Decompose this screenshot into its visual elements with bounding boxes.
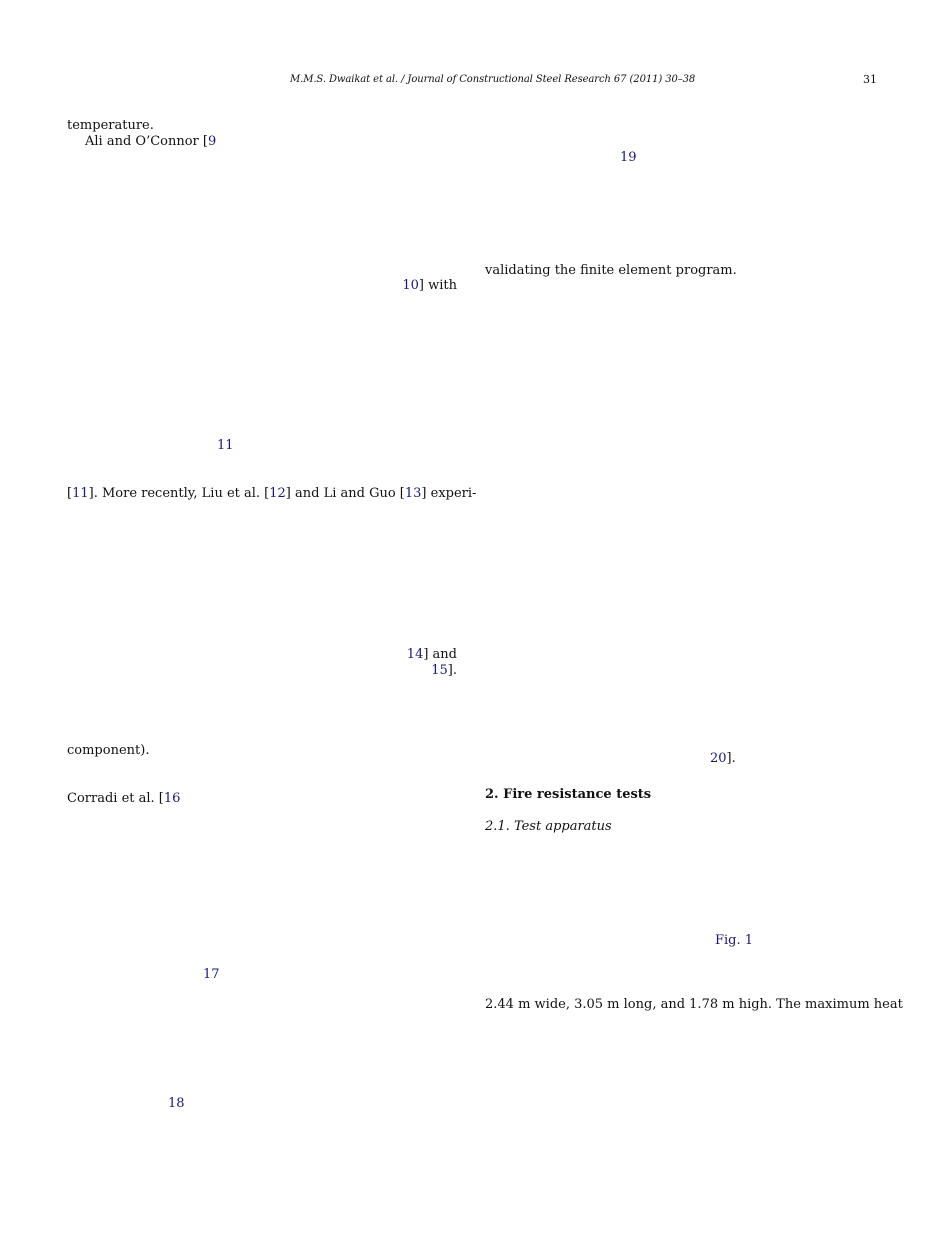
text-fragment: ]. More recently, Liu et al. [ bbox=[88, 486, 270, 501]
text-line-ref-17 bbox=[203, 967, 220, 983]
citation-link-12[interactable]: 12 bbox=[269, 486, 286, 501]
text-line-more-recently bbox=[67, 486, 477, 502]
figure-link-1[interactable]: Fig. 1 bbox=[715, 933, 754, 948]
text-line-ref-14 bbox=[300, 647, 457, 663]
text-fragment: ] and bbox=[423, 647, 457, 662]
text-line-ref-20 bbox=[710, 751, 736, 767]
citation-link-11[interactable]: 11 bbox=[72, 486, 89, 501]
citation-link-17[interactable]: 17 bbox=[203, 967, 220, 982]
text-fragment: ]. bbox=[726, 751, 736, 766]
citation-link-19[interactable]: 19 bbox=[620, 150, 637, 165]
text-fragment: ] and Li and Guo [ bbox=[285, 486, 405, 501]
citation-link-14[interactable]: 14 bbox=[406, 647, 424, 662]
text-fragment: ]. bbox=[447, 663, 457, 678]
citation-link-20[interactable]: 20 bbox=[710, 751, 727, 766]
text-line-corradi bbox=[67, 791, 180, 807]
citation-link-15[interactable]: 15 bbox=[431, 663, 448, 678]
text-line-ref-15 bbox=[300, 663, 457, 679]
citation-link-13[interactable]: 13 bbox=[404, 486, 422, 501]
text-line-ref-18 bbox=[168, 1096, 185, 1112]
citation-link-11[interactable]: 11 bbox=[217, 438, 234, 453]
text-fragment: Ali and O’Connor [ bbox=[85, 134, 208, 149]
citation-link-16[interactable]: 16 bbox=[163, 791, 181, 806]
text-fragment: Corradi et al. [ bbox=[67, 791, 164, 806]
text-line-temperature: temperature. bbox=[67, 118, 154, 133]
citation-link-18[interactable]: 18 bbox=[168, 1096, 185, 1111]
text-line-component: component). bbox=[67, 743, 150, 758]
page-number: 31 bbox=[863, 73, 877, 86]
citation-link-10[interactable]: 10 bbox=[402, 278, 419, 293]
section-heading: 2. Fire resistance tests bbox=[485, 787, 652, 802]
citation-link-9[interactable]: 9 bbox=[207, 134, 217, 149]
text-line-ref-11 bbox=[217, 438, 234, 454]
text-fragment: ] experi- bbox=[421, 486, 477, 501]
text-line-furnace-dimensions: 2.44 m wide, 3.05 m long, and 1.78 m high. The maximum heat bbox=[485, 997, 903, 1012]
text-line-ref-19 bbox=[620, 150, 637, 166]
text-line-ref-10 bbox=[300, 278, 457, 294]
text-fragment: [ bbox=[67, 486, 73, 501]
subsection-heading: 2.1. Test apparatus bbox=[485, 819, 612, 834]
text-line-validating: validating the finite element program. bbox=[485, 263, 737, 278]
text-fragment: ] with bbox=[418, 278, 457, 293]
text-line-ali-oconnor bbox=[85, 134, 216, 150]
text-line-fig-ref bbox=[715, 933, 753, 949]
running-header: M.M.S. Dwaikat et al. / Journal of Constructional Steel Research 67 (2011) 30–38 bbox=[290, 74, 696, 85]
